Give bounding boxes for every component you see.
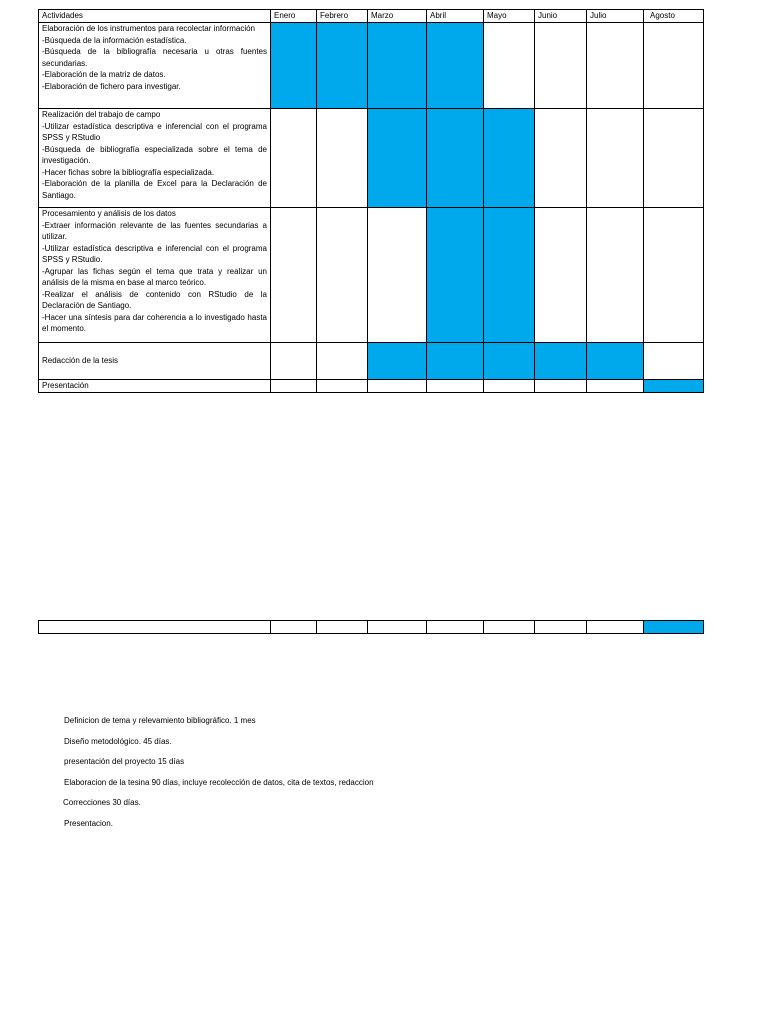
- month-cell: [271, 23, 317, 109]
- month-cell: [644, 23, 704, 109]
- month-cell: [535, 208, 587, 343]
- note-line: Correcciones 30 días.: [63, 798, 141, 808]
- header-month: Junio: [535, 10, 587, 23]
- activity-description: [39, 208, 271, 343]
- month-cell: [427, 343, 484, 380]
- activity-title: Realización del trabajo de campo: [42, 110, 161, 119]
- activity-description: [39, 109, 271, 208]
- note-line: Definicion de tema y relevamiento bibliográfico. 1 mes: [64, 716, 256, 725]
- month-cell: [368, 621, 427, 634]
- month-cell: [535, 380, 587, 393]
- month-cell: [484, 621, 535, 634]
- activity-title: Procesamiento y análisis de los datos: [42, 209, 176, 218]
- activity-row: [39, 343, 704, 380]
- month-cell: [271, 208, 317, 343]
- month-cell: [427, 208, 484, 343]
- activity-description: [39, 380, 271, 393]
- month-cell: [427, 380, 484, 393]
- header-month: Enero: [271, 10, 317, 23]
- month-cell: [587, 23, 644, 109]
- empty-row: [39, 621, 704, 634]
- activity-description: [39, 23, 271, 109]
- activity-task: -Extraer información relevante de las fuentes secundarias a utilizar.: [42, 220, 267, 241]
- activity-task: -Búsqueda de la información estadística.: [42, 35, 187, 45]
- activity-task: -Utilizar estadística descriptiva e inferencial con el programa SPSS y RStudio: [42, 121, 267, 142]
- month-cell: [535, 621, 587, 634]
- header-month: Julio: [587, 10, 644, 23]
- activity-task: -Búsqueda de bibliografía especializada sobre el tema de investigación.: [42, 144, 267, 165]
- month-cell: [484, 23, 535, 109]
- activity-task: -Elaboración de fichero para investigar.: [42, 81, 181, 91]
- activity-task: -Utilizar estadística descriptiva e inferencial con el programa SPSS y RStudio.: [42, 243, 267, 264]
- note-line: Diseño metodológico. 45 días.: [64, 736, 172, 746]
- month-cell: [587, 380, 644, 393]
- header-activities: Actividades: [39, 10, 271, 23]
- activity-row: [39, 380, 704, 393]
- month-cell: [535, 343, 587, 380]
- month-cell: [484, 380, 535, 393]
- month-cell: [644, 208, 704, 343]
- month-cell: [484, 109, 535, 208]
- month-cell: [368, 380, 427, 393]
- activity-task: -Agrupar las fichas según el tema que trata y realizar un análisis de la misma en base al marco teórico.: [42, 266, 267, 287]
- schedule-table: [38, 9, 704, 393]
- note-line: Presentacion.: [64, 818, 113, 828]
- activity-task: -Elaboración de la matriz de datos.: [42, 70, 166, 79]
- month-cell: [271, 380, 317, 393]
- empty-schedule-row: [38, 620, 704, 634]
- month-cell: [368, 208, 427, 343]
- header-month: Mayo: [484, 10, 535, 23]
- month-cell: [587, 208, 644, 343]
- month-cell: [644, 621, 704, 634]
- header-month: Agosto: [644, 10, 704, 23]
- activity-title: Redacción de la tesis: [42, 356, 119, 366]
- month-cell: [535, 23, 587, 109]
- activity-task: -Búsqueda de la bibliografía necesaria u otras fuentes secundarias.: [42, 47, 267, 68]
- month-cell: [587, 343, 644, 380]
- header-month: Febrero: [317, 10, 368, 23]
- month-cell: [587, 109, 644, 208]
- activity-row: [39, 109, 704, 208]
- month-cell: [587, 621, 644, 634]
- month-cell: [317, 109, 368, 208]
- month-cell: [368, 343, 427, 380]
- activity-task: -Elaboración de la planilla de Excel para la Declaración de Santiago.: [42, 179, 267, 200]
- month-cell: [317, 380, 368, 393]
- note-line: Elaboracion de la tesina 90 días, incluye recolección de datos, cita de textos, redaccion: [64, 777, 374, 787]
- month-cell: [271, 621, 317, 634]
- activity-row: [39, 23, 704, 109]
- activity-row: [39, 208, 704, 343]
- empty-activity-cell: [39, 621, 271, 634]
- month-cell: [317, 621, 368, 634]
- activity-description: [39, 343, 271, 380]
- month-cell: [271, 109, 317, 208]
- month-cell: [484, 208, 535, 343]
- month-cell: [427, 621, 484, 634]
- header-row: [39, 10, 704, 23]
- header-month: Marzo: [368, 10, 427, 23]
- month-cell: [427, 109, 484, 208]
- month-cell: [271, 343, 317, 380]
- header-month: Abril: [427, 10, 484, 23]
- month-cell: [317, 208, 368, 343]
- activity-task: -Realizar el análisis de contenido con RStudio de la Declaración de Santiago.: [42, 289, 267, 310]
- note-line: presentación del proyecto 15 días: [64, 757, 185, 767]
- timeline-notes: [64, 716, 374, 840]
- activity-task: -Hacer fichas sobre la bibliografía especializada.: [42, 167, 215, 177]
- month-cell: [317, 23, 368, 109]
- month-cell: [368, 109, 427, 208]
- month-cell: [427, 23, 484, 109]
- month-cell: [317, 343, 368, 380]
- activity-title: Elaboración de los instrumentos para recolectar información: [42, 24, 255, 33]
- month-cell: [368, 23, 427, 109]
- month-cell: [535, 109, 587, 208]
- month-cell: [644, 380, 704, 393]
- month-cell: [644, 109, 704, 208]
- activity-title: Presentación: [42, 381, 89, 390]
- month-cell: [644, 343, 704, 380]
- month-cell: [484, 343, 535, 380]
- activity-task: -Hacer una síntesis para dar coherencia a lo investigado hasta el momento.: [42, 312, 267, 333]
